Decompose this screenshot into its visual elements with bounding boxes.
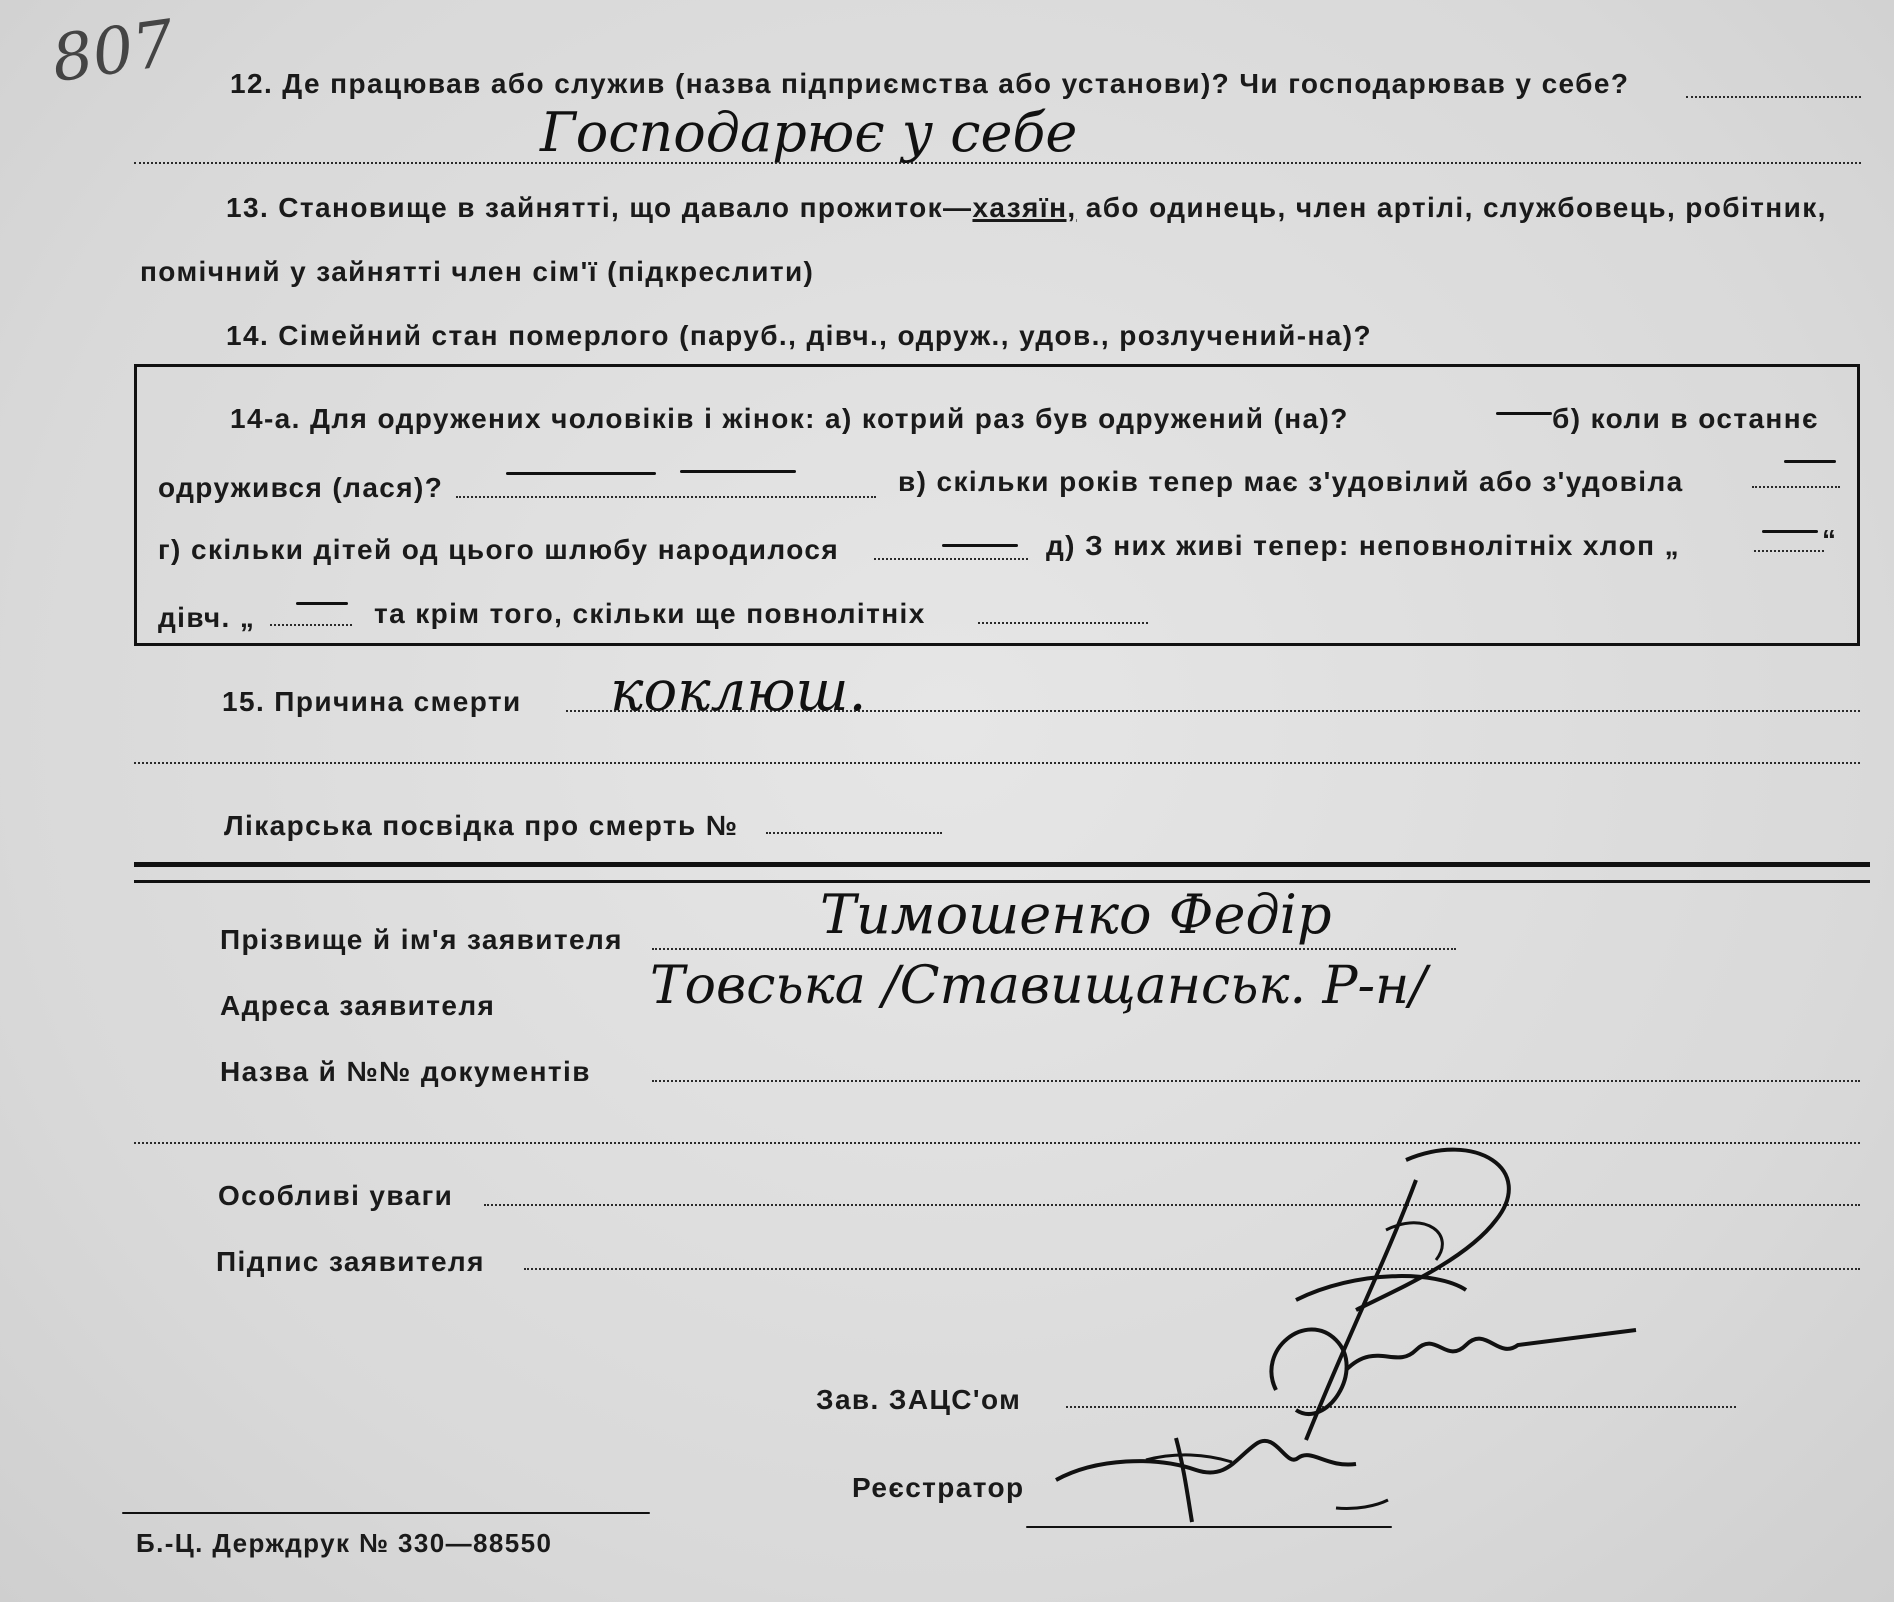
q14a-line2-dots <box>456 496 876 498</box>
q14a-line1-a: 14-а. Для одружених чоловіків і жінок: а) котрий раз був одружений (на)? <box>230 403 1349 434</box>
q13-line2: помічний у зайнятті член сім'ї (підкреслити) <box>140 256 815 287</box>
applicant-signature-line <box>524 1268 1860 1270</box>
applicant-name-line <box>652 948 1456 950</box>
q15-label: 15. Причина смерти <box>222 686 522 717</box>
applicant-address-label: Адреса заявителя <box>220 990 496 1021</box>
q14a-line2-b: в) скільки років тепер має з'удовілий або з'удовіла <box>898 466 1684 497</box>
q14a-line3-close: “ <box>1822 524 1838 555</box>
documents-label: Назва й №№ документів <box>220 1056 591 1087</box>
documents-line <box>652 1080 1860 1082</box>
q12-answer: Господарює у себе <box>540 101 1078 164</box>
q14a-line4-dots <box>270 624 352 626</box>
q15-second-line <box>134 762 1860 764</box>
q13-line1: 13. Становище в зайнятті, що давало прожиток—хазяїн, або одинець, член артілі, службовець, робітник, <box>226 192 1827 223</box>
registrar-label: Реєстратор <box>852 1472 1025 1503</box>
q14a-line3-a: г) скільки дітей од цього шлюбу народилося <box>158 534 840 565</box>
q14a-line4-a: дівч. „ <box>158 602 256 633</box>
margin-note: 807 <box>47 6 179 98</box>
applicant-address-value: Товська /Ставищанськ. Р-н/ <box>650 956 1427 1016</box>
q15-answer: коклюш. <box>610 659 867 724</box>
medical-certificate-label: Лікарська посвідка про смерть № <box>224 810 739 841</box>
applicant-name-value: Тимошенко Федір <box>820 883 1332 946</box>
q14a-dash-d <box>942 544 1018 547</box>
q14a-line1-b: б) коли в останнє <box>1552 403 1819 434</box>
q12-label: 12. Де працював або служив (назва підприємства або установи)? Чи господарював у себе? <box>230 68 1630 99</box>
q14a-dash-b2 <box>680 470 796 473</box>
q13-underlined-option: хазяїн, <box>972 192 1077 223</box>
footer-rule <box>122 1512 650 1514</box>
q14a-dash-a <box>1496 412 1552 415</box>
applicant-signature-label: Підпис заявителя <box>216 1246 485 1277</box>
q14a-line4-b: та крім того, скільки ще повнолітніх <box>374 598 926 629</box>
applicant-name-label: Прізвище й ім'я заявителя <box>220 924 623 955</box>
q14-label: 14. Сімейний стан померлого (паруб., дівч., одруж., удов., розлучений-на)? <box>226 320 1372 351</box>
special-notes-label: Особливі уваги <box>218 1180 454 1211</box>
q14a-line3-end-dots <box>1754 550 1824 552</box>
q14a-dash-f <box>296 602 348 605</box>
registrar-signature-icon <box>1036 1398 1396 1528</box>
q14a-line4-end-dots <box>978 622 1148 624</box>
q14a-dash-e <box>1762 530 1818 533</box>
q14a-dash-b1 <box>506 472 656 475</box>
q14a-line2-a: одружився (лася)? <box>158 472 444 503</box>
q14a-line3-b: д) З них живі тепер: неповнолітніх хлоп „ <box>1046 530 1681 561</box>
section-divider-top <box>134 862 1870 867</box>
footer-print-info: Б.-Ц. Держдрук № 330—88550 <box>136 1528 553 1558</box>
zags-head-label: Зав. ЗАЦС'ом <box>816 1384 1022 1415</box>
q14a-line2-end-dots <box>1752 486 1840 488</box>
medical-certificate-line <box>766 832 942 834</box>
q14a-dash-c <box>1784 460 1836 463</box>
q14a-line3-dots <box>874 558 1028 560</box>
q12-dotted-line <box>1686 96 1861 98</box>
